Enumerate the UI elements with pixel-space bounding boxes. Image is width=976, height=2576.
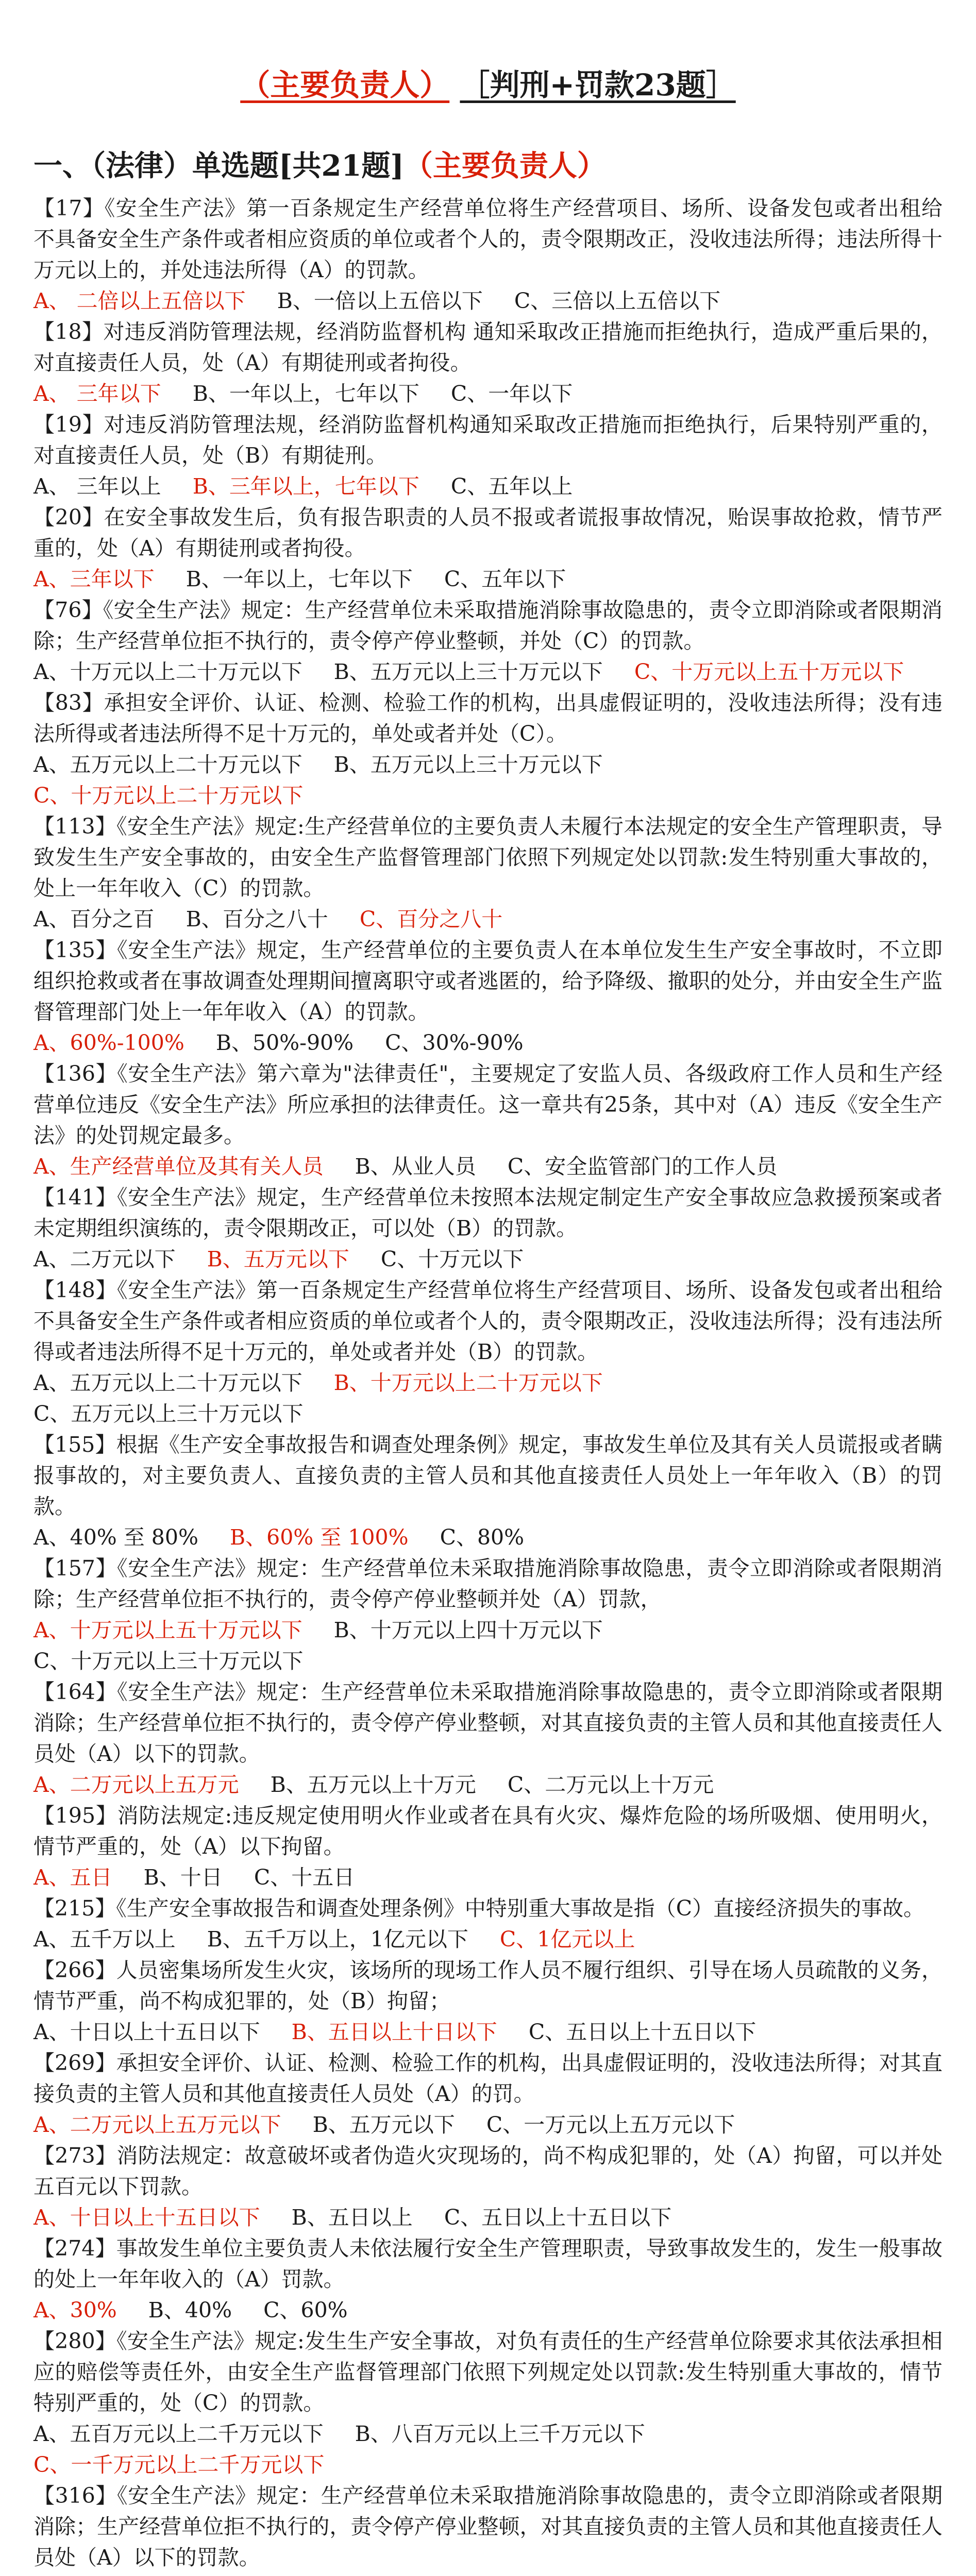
- option-c: C、百分之八十: [359, 907, 503, 931]
- question-text: 【136】《安全生产法》第六章为"法律责任"，主要规定了安监人员、各级政府工作人员和生产经营单位违反《安全生产法》所应承担的法律责任。这一章共有25条，其中对（A）违反《安全生产法》的处罚规定最多。: [33, 1061, 943, 1148]
- option-c: C、五日以上十五日以下: [444, 2205, 672, 2230]
- option-c: C、60%: [263, 2298, 348, 2323]
- question-text: 【269】承担安全评价、认证、检测、检验工作的机构，出具虚假证明的，没收违法所得；对其直接负责的主管人员和其他直接责任人员处（A）的罚。: [33, 2050, 943, 2106]
- option-b: B、五日以上: [291, 2205, 413, 2230]
- option-a: A、 二倍以上五倍以下: [33, 289, 246, 313]
- question: [33, 1275, 943, 1429]
- question-text: 【83】承担安全评价、认证、检测、检验工作的机构，出具虚假证明的，没收违法所得；没有违法所得或者违法所得不足十万元的，单处或者并处（C）。: [33, 690, 943, 746]
- question: [33, 1800, 943, 1893]
- option-c: C、十万元以上三十万元以下: [33, 1649, 304, 1673]
- section-tag: （主要负责人）: [403, 149, 606, 183]
- option-c: C、十万元以上二十万元以下: [33, 783, 304, 808]
- question-text: 【141】《安全生产法》规定，生产经营单位未按照本法规定制定生产安全事故应急救援预案或者未定期组织演练的，责令限期改正，可以处（B）的罚款。: [33, 1185, 943, 1241]
- option-c: C、十万元以上五十万元以下: [634, 659, 904, 684]
- option-a: A、十万元以上五十万元以下: [33, 1618, 302, 1642]
- option-c: C、五年以上: [450, 474, 573, 499]
- title-count: ［判刑+罚款23题］: [460, 67, 736, 103]
- option-a: A、五千万以上: [33, 1927, 176, 1952]
- option-b: B、50%-90%: [215, 1030, 354, 1055]
- section-heading: 一、（法律）单选题[共21题]: [33, 149, 404, 183]
- question: [33, 1058, 943, 1182]
- option-b: B、五万元以上三十万元以下: [333, 659, 603, 684]
- option-b: B、百分之八十: [186, 907, 328, 931]
- question: [33, 2047, 943, 2140]
- option-a: A、五日: [33, 1865, 112, 1890]
- option-c: C、十万元以下: [380, 1247, 524, 1272]
- option-b: B、五万元以下: [312, 2112, 455, 2137]
- question: [33, 2326, 943, 2480]
- option-a: A、五万元以上二十万元以下: [33, 1370, 302, 1395]
- question: [33, 811, 943, 935]
- question-text: 【76】《安全生产法》规定：生产经营单位未采取措施消除事故隐患的，责令立即消除或者限期消除；生产经营单位拒不执行的，责令停产停业整顿，并处（C）的罚款。: [33, 598, 943, 653]
- option-b: B、五日以上十日以下: [291, 2020, 497, 2044]
- question: [33, 1676, 943, 1800]
- option-c: C、一万元以上五万元以下: [486, 2112, 735, 2137]
- option-a: A、百分之百: [33, 907, 155, 931]
- question: [33, 316, 943, 409]
- option-b: B、十万元以上四十万元以下: [333, 1618, 603, 1642]
- option-a: A、五万元以上二十万元以下: [33, 752, 302, 777]
- option-b: B、十万元以上二十万元以下: [333, 1370, 603, 1395]
- question: [33, 935, 943, 1058]
- question-text: 【274】事故发生单位主要负责人未依法履行安全生产管理职责，导致事故发生的，发生一般事故的处上一年年收入的（A）罚款。: [33, 2236, 943, 2292]
- option-c: [508, 2573, 714, 2576]
- question-text: 【157】《安全生产法》规定：生产经营单位未采取措施消除事故隐患，责令立即消除或者限期消除；生产经营单位拒不执行的，责令停产停业整顿并处（A）罚款，: [33, 1556, 943, 1612]
- question-text: 【19】对违反消防管理法规，经消防监督机构通知采取改正措施而拒绝执行，后果特别严重的，对直接责任人员，处（B）有期徒刑。: [33, 412, 943, 468]
- option-c: C、五日以上十五日以下: [528, 2020, 756, 2044]
- option-c: C、二万元以上十万元: [507, 1772, 714, 1797]
- option-a: A、30%: [33, 2298, 117, 2323]
- option-c: C、五年以下: [444, 567, 566, 591]
- option-b: [271, 2573, 476, 2576]
- option-c: C、一年以下: [450, 381, 573, 406]
- option-a: A、二万元以上五万元: [33, 1772, 239, 1797]
- option-b: B、五万元以下: [207, 1247, 349, 1272]
- option-a: A、 三年以下: [33, 381, 161, 406]
- option-c: C、30%-90%: [385, 1030, 524, 1055]
- question-text: 【148】《安全生产法》第一百条规定生产经营单位将生产经营项目、场所、设备发包或者出租给不具备安全生产条件或者相应资质的单位或者个人的，责令限期改正，没收违法所得；没有违法所得或者违法所得不足十万元的，单处或者并处（B）的罚款。: [33, 1278, 943, 1364]
- option-c: C、三倍以上五倍以下: [514, 289, 721, 313]
- question: [33, 502, 943, 595]
- option-a: A、三年以下: [33, 567, 155, 591]
- question: [33, 409, 943, 502]
- question: [33, 2480, 943, 2576]
- question-text: 【113】《安全生产法》规定:生产经营单位的主要负责人未履行本法规定的安全生产管理职责，导致发生生产安全事故的，由安全生产监督管理部门依照下列规定处以罚款:发生特别重大事故的，处上一年年收入（C）的罚款。: [33, 814, 943, 901]
- option-a: A、40% 至 80%: [33, 1525, 198, 1550]
- option-c: C、80%: [440, 1525, 525, 1550]
- question-text: 【195】消防法规定:违反规定使用明火作业或者在具有火灾、爆炸危险的场所吸烟、使用明火，情节严重的，处（A）以下拘留。: [33, 1803, 943, 1859]
- question: [33, 1553, 943, 1676]
- option-a: A、二万元以上五万元以下: [33, 2112, 281, 2137]
- option-c: C、安全监管部门的工作人员: [507, 1154, 778, 1179]
- question: [33, 1429, 943, 1553]
- option-b: B、一年以上，七年以下: [186, 567, 413, 591]
- option-b: B、五万元以上十万元: [270, 1772, 476, 1797]
- option-b: B、十日: [143, 1865, 223, 1890]
- question-text: 【155】根据《生产安全事故报告和调查处理条例》规定，事故发生单位及其有关人员谎报或者瞒报事故的，对主要负责人、直接负责的主管人员和其他直接责任人员处上一年年收入（B）的罚款。: [33, 1432, 943, 1519]
- option-a: A、生产经营单位及其有关人员: [33, 1154, 324, 1179]
- option-b: B、一年以上，七年以下: [192, 381, 419, 406]
- question-text: 【266】人员密集场所发生火灾，该场所的现场工作人员不履行组织、引导在场人员疏散的义务，情节严重，尚不构成犯罪的，处（B）拘留；: [33, 1958, 943, 2013]
- question: [33, 687, 943, 811]
- question-text: 【215】《生产安全事故报告和调查处理条例》中特别重大事故是指（C）直接经济损失的事故。: [33, 1896, 925, 1921]
- option-c: C、十五日: [254, 1865, 355, 1890]
- question-text: 【280】《安全生产法》规定:发生生产安全事故，对负有责任的生产经营单位除要求其依法承担相应的赔偿等责任外，由安全生产监督管理部门依照下列规定处以罚款:发生特别重大事故的，情节特别严重的，处（C）的罚款。: [33, 2329, 943, 2415]
- option-a: A、十日以上十五日以下: [33, 2020, 260, 2044]
- option-a: A、二万元以下: [33, 1247, 176, 1272]
- question-text: 【316】《安全生产法》规定：生产经营单位未采取措施消除事故隐患的，责令立即消除或者限期消除；生产经营单位拒不执行的，责令停产停业整顿，对其直接负责的主管人员和其他直接责任人员处（A）以下的罚款。: [33, 2483, 943, 2570]
- question-text: 【17】《安全生产法》第一百条规定生产经营单位将生产经营项目、场所、设备发包或者出租给 不具备安全生产条件或者相应资质的单位或者个人的，责令限期改正，没收违法所得；违法所得十万元以上的，并处违法所得（A）的罚款。: [33, 196, 943, 282]
- option-b: B、40%: [148, 2298, 232, 2323]
- option-b: B、一倍以上五倍以下: [277, 289, 483, 313]
- option-b: B、五万元以上三十万元以下: [333, 752, 603, 777]
- question: [33, 1893, 943, 1955]
- question: [33, 1182, 943, 1275]
- question-text: 【164】《安全生产法》规定：生产经营单位未采取措施消除事故隐患的，责令立即消除或者限期消除；生产经营单位拒不执行的，责令停产停业整顿，对其直接负责的主管人员和其他直接责任人员处（A）以下的罚款。: [33, 1680, 943, 1766]
- question-text: 【18】对违反消防管理法规，经消防监督机构 通知采取改正措施而拒绝执行，造成严重后果的，对直接责任人员，处（A）有期徒刑或者拘役。: [33, 319, 943, 375]
- option-b: B、三年以上，七年以下: [192, 474, 419, 499]
- section-single-choice: [33, 144, 943, 188]
- option-a: A、60%-100%: [33, 1030, 184, 1055]
- option-b: B、八百万元以上三千万元以下: [355, 2421, 645, 2446]
- question-text: 【20】在安全事故发生后，负有报告职责的人员不报或者谎报事故情况，贻误事故抢救，情节严重的，处（A）有期徒刑或者拘役。: [33, 505, 943, 561]
- option-b: B、60% 至 100%: [229, 1525, 409, 1550]
- title-role: （主要负责人）: [240, 67, 450, 103]
- option-a: A、十万元以上二十万元以下: [33, 659, 302, 684]
- option-c: C、一千万元以上二千万元以下: [33, 2452, 325, 2477]
- question-text: 【135】《安全生产法》规定，生产经营单位的主要负责人在本单位发生生产安全事故时，不立即组织抢救或者在事故调查处理期间擅离职守或者逃匿的，给予降级、撤职的处分，并由安全生产监督管理部门处上一年年收入（A）的罚款。: [33, 938, 943, 1024]
- option-c: C、五万元以上三十万元以下: [33, 1401, 304, 1426]
- question: [33, 1955, 943, 2047]
- option-c: C、1亿元以上: [499, 1927, 635, 1952]
- option-b: B、五千万以上，1亿元以下: [207, 1927, 468, 1952]
- question: [33, 595, 943, 687]
- question: [33, 193, 943, 316]
- document: [33, 62, 943, 2576]
- option-a: [33, 2573, 239, 2576]
- question: [33, 2140, 943, 2233]
- option-a: A、五百万元以上二千万元以下: [33, 2421, 324, 2446]
- page-title: [33, 62, 943, 108]
- option-a: A、十日以上十五日以下: [33, 2205, 260, 2230]
- question-text: 【273】消防法规定：故意破坏或者伪造火灾现场的，尚不构成犯罪的，处（A）拘留，可以并处五百元以下罚款。: [33, 2143, 943, 2199]
- option-b: B、从业人员: [355, 1154, 476, 1179]
- question: [33, 2233, 943, 2326]
- option-a: A、 三年以上: [33, 474, 161, 499]
